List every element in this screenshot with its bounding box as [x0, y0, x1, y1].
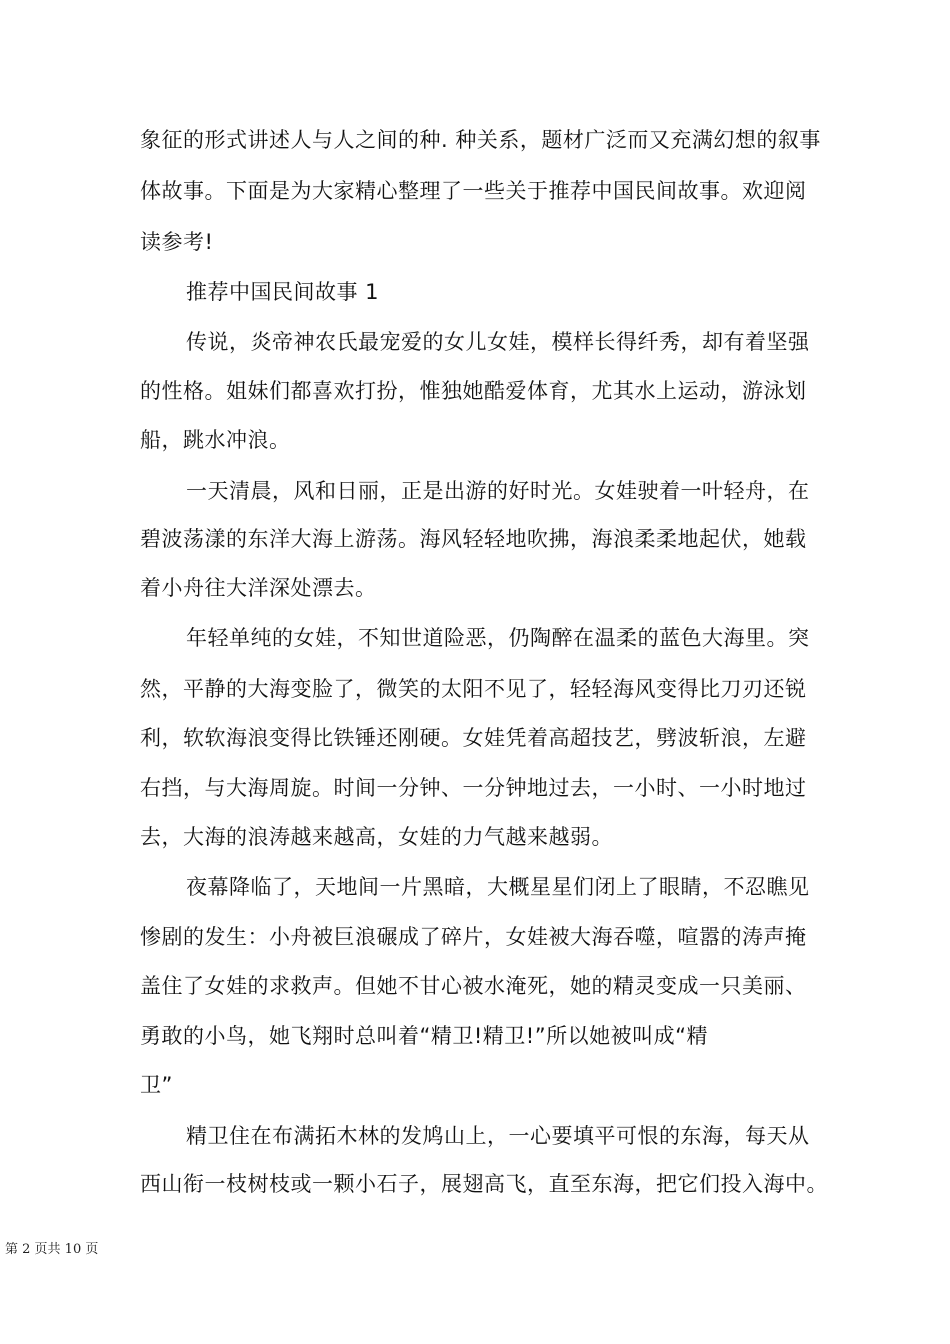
text-line: 盖住了女娃的求救声。但她不甘心被水淹死，她的精灵变成一只美丽、 [140, 974, 807, 998]
text-line: 船，跳水冲浪。 [140, 428, 291, 452]
text-line: 右挡，与大海周旋。时间一分钟、一分钟地过去，一小时、一小时地过 [140, 776, 807, 800]
text-line: 惨剧的发生：小舟被巨浪碾成了碎片，女娃被大海吞噬，喧嚣的涛声掩 [140, 925, 807, 949]
text-line: 卫” [140, 1073, 173, 1097]
text-line: 勇敢的小鸟，她飞翔时总叫着“精卫!精卫!”所以她被叫成“精 [140, 1024, 708, 1048]
text-line: 年轻单纯的女娃，不知世道险恶，仍陶醉在温柔的蓝色大海里。突 [186, 626, 810, 650]
text-line: 读参考! [140, 230, 214, 254]
text-line: 去，大海的浪涛越来越高，女娃的力气越来越弱。 [140, 825, 613, 849]
text-line: 然，平静的大海变脸了，微笑的太阳不见了，轻轻海风变得比刀刃还锐 [140, 677, 807, 701]
text-line: 夜幕降临了，天地间一片黑暗，大概星星们闭上了眼睛，不忍瞧见 [186, 875, 810, 899]
text-line: 精卫住在布满拓木林的发鸠山上，一心要填平可恨的东海，每天从 [186, 1124, 810, 1148]
text-line: 一天清晨，风和日丽，正是出游的好时光。女娃驶着一叶轻舟，在 [186, 479, 810, 503]
text-line: 着小舟往大洋深处漂去。 [140, 576, 377, 600]
page-number-footer: 第 2 页共 10 页 [5, 1242, 99, 1257]
text-line: 西山衔一枝树枝或一颗小石子，展翅高飞，直至东海，把它们投入海中。 [140, 1172, 828, 1196]
text-line: 碧波荡漾的东洋大海上游荡。海风轻轻地吹拂，海浪柔柔地起伏，她载 [140, 527, 807, 551]
text-line: 利，软软海浪变得比铁锤还刚硬。女娃凭着高超技艺，劈波斩浪，左避 [140, 726, 807, 750]
text-line: 传说，炎帝神农氏最宠爱的女儿女娃，模样长得纤秀，却有着坚强 [186, 330, 810, 354]
section-heading: 推荐中国民间故事 1 [186, 280, 380, 304]
text-line: 的性格。姐妹们都喜欢打扮，惟独她酷爱体育，尤其水上运动，游泳划 [140, 379, 807, 403]
text-line: 体故事。下面是为大家精心整理了一些关于推荐中国民间故事。欢迎阅 [140, 179, 807, 203]
text-line: 象征的形式讲述人与人之间的种. 种关系，题材广泛而又充满幻想的叙事 [140, 128, 821, 152]
